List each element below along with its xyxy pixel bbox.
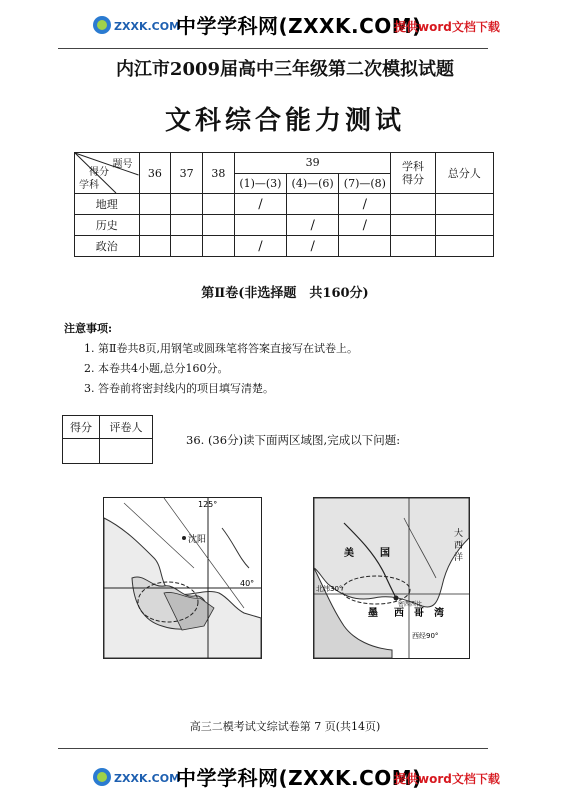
row-politics bbox=[75, 236, 494, 257]
slash-mark: / bbox=[339, 194, 391, 215]
row-label-geography: 地理 bbox=[75, 194, 140, 215]
score-cell[interactable] bbox=[203, 194, 235, 215]
banner-title[interactable]: 中学学科网(ZXXK.COM) bbox=[176, 766, 422, 790]
map-right-label: 湾 bbox=[434, 608, 444, 619]
page-footer: 高三二模考试文综试卷第 7 页(共14页) bbox=[189, 720, 381, 733]
header-total-scorer: 总分人 bbox=[435, 153, 493, 194]
map-right-label: 大 bbox=[454, 529, 464, 539]
grader-score-label: 得分 bbox=[63, 416, 100, 439]
map-right bbox=[313, 497, 470, 659]
slash-mark: / bbox=[234, 194, 286, 215]
score-cell[interactable] bbox=[435, 215, 493, 236]
score-cell[interactable] bbox=[171, 194, 203, 215]
map-right-label: 墨 bbox=[368, 608, 378, 619]
score-cell[interactable] bbox=[203, 236, 235, 257]
header-q39-part3: (7)—(8) bbox=[339, 173, 391, 194]
score-cell[interactable] bbox=[435, 236, 493, 257]
subject-score-label: 学科得分 bbox=[402, 160, 424, 186]
map-right-label: 西 bbox=[394, 608, 404, 619]
score-cell[interactable] bbox=[339, 236, 391, 257]
header-subject-score bbox=[391, 153, 435, 194]
header-q39-part1: (1)—(3) bbox=[234, 173, 286, 194]
map-right-label: 西经90° bbox=[412, 632, 439, 640]
divider bbox=[58, 48, 488, 49]
score-cell[interactable] bbox=[139, 194, 171, 215]
score-cell[interactable] bbox=[391, 236, 435, 257]
slash-mark: / bbox=[234, 236, 286, 257]
logo-text: ZXXK.COM bbox=[114, 20, 181, 33]
question-36: 36. (36分)读下面两区域图,完成以下问题: bbox=[186, 433, 401, 447]
header-q37: 37 bbox=[171, 153, 203, 194]
header-q39: 39 bbox=[234, 153, 391, 174]
corner-label-score: 得分 bbox=[89, 167, 109, 178]
score-cell[interactable] bbox=[287, 194, 339, 215]
map-left bbox=[103, 497, 262, 659]
score-cell[interactable] bbox=[139, 236, 171, 257]
notice-item: 2. 本卷共4小题,总分160分。 bbox=[84, 362, 229, 375]
corner-label-subject: 学科 bbox=[79, 180, 99, 191]
slash-mark: / bbox=[339, 215, 391, 236]
zxxk-logo-icon bbox=[92, 764, 181, 790]
score-cell[interactable] bbox=[171, 215, 203, 236]
slash-mark: / bbox=[287, 236, 339, 257]
row-geography bbox=[75, 194, 494, 215]
score-cell[interactable] bbox=[171, 236, 203, 257]
download-link[interactable]: 提供word文档下载 bbox=[394, 772, 500, 786]
grader-name-label: 评卷人 bbox=[100, 416, 153, 439]
score-cell[interactable] bbox=[139, 215, 171, 236]
score-cell[interactable] bbox=[435, 194, 493, 215]
score-cell[interactable] bbox=[391, 194, 435, 215]
grader-table bbox=[62, 415, 153, 464]
score-cell[interactable] bbox=[391, 215, 435, 236]
map-right-label: 洋 bbox=[454, 553, 464, 563]
corner-cell bbox=[75, 153, 140, 194]
divider bbox=[58, 748, 488, 749]
exam-title: 内江市2009届高中三年级第二次模拟试题 bbox=[115, 59, 455, 80]
score-table bbox=[74, 152, 494, 257]
map-left-drawing bbox=[104, 498, 261, 658]
map-right-label: 密西西比 bbox=[398, 601, 423, 608]
download-link[interactable]: 提供word文档下载 bbox=[394, 20, 500, 34]
header-q39-part2: (4)—(6) bbox=[287, 173, 339, 194]
grader-name-cell[interactable] bbox=[100, 439, 153, 464]
notice-item: 3. 答卷前将密封线内的项目填写清楚。 bbox=[84, 382, 274, 395]
section-title: 第Ⅱ卷(非选择题 共160分) bbox=[201, 286, 369, 301]
score-cell[interactable] bbox=[203, 215, 235, 236]
map-right-label: 国 bbox=[380, 548, 390, 559]
score-cell[interactable] bbox=[234, 215, 286, 236]
zxxk-logo-icon bbox=[92, 12, 181, 38]
corner-label-question: 题号 bbox=[112, 159, 133, 170]
map-left-label: 40° bbox=[240, 579, 255, 588]
map-right-label: 美 bbox=[344, 548, 354, 559]
row-history bbox=[75, 215, 494, 236]
subject-title: 文科综合能力测试 bbox=[164, 106, 405, 136]
notice-heading: 注意事项: bbox=[64, 322, 113, 335]
map-right-label: 西 bbox=[454, 541, 464, 551]
row-label-politics: 政治 bbox=[75, 236, 140, 257]
map-left-label: 沈阳 bbox=[188, 535, 207, 545]
slash-mark: / bbox=[287, 215, 339, 236]
row-label-history: 历史 bbox=[75, 215, 140, 236]
map-left-label: 125° bbox=[198, 500, 218, 509]
top-banner bbox=[0, 0, 570, 48]
header-q36: 36 bbox=[139, 153, 171, 194]
banner-title[interactable]: 中学学科网(ZXXK.COM) bbox=[176, 14, 422, 38]
notice-item: 1. 第Ⅱ卷共8页,用钢笔或圆珠笔将答案直接写在试卷上。 bbox=[84, 342, 358, 355]
bottom-banner bbox=[0, 752, 570, 800]
header-q38: 38 bbox=[203, 153, 235, 194]
map-right-label: 北纬30° bbox=[316, 585, 343, 593]
grader-score-cell[interactable] bbox=[63, 439, 100, 464]
map-right-label: 哥 bbox=[414, 608, 424, 619]
map-right-drawing bbox=[314, 498, 469, 658]
logo-text: ZXXK.COM bbox=[114, 772, 181, 785]
